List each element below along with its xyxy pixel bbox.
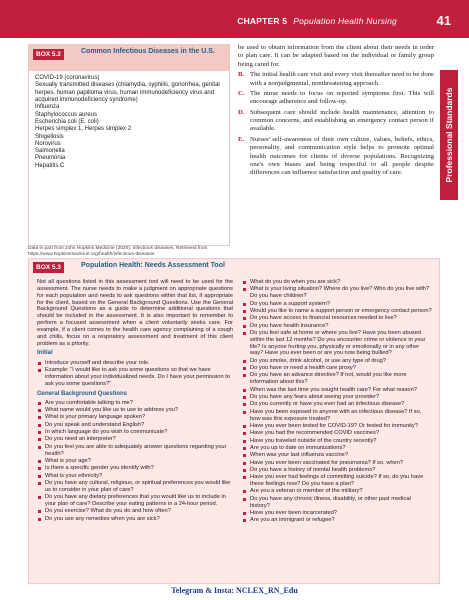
assessment-question: Do you feel safe at home or where you live? Have you been abused within the last 12 months? Do you encounter crime or violence in your life? Is anyone hurting you, physically or emotionally or in any other way? Have you ever been or are you now being bullied? bbox=[242, 330, 432, 357]
assessment-question: Do you have any fears about seeing your provider? bbox=[242, 394, 432, 401]
assessment-question: Do you have access to financial resources needed to live? bbox=[242, 315, 432, 322]
box-5-2-header bbox=[29, 45, 229, 71]
general-question: What is your primary language spoken? bbox=[37, 414, 233, 421]
box-5-3 bbox=[28, 258, 440, 584]
chapter-label bbox=[237, 16, 397, 26]
step-text: Nurses' self-awareness of their own culture, values, beliefs, ethics, personality, and communication style helps to promote optimal health outcomes for clients of diverse populations. Recognizing one's own biases and being respectful to all people despite differences can influence satisfaction and quality of care. bbox=[250, 135, 434, 177]
disease-item: Pneumonia bbox=[35, 155, 66, 162]
assessment-question: Have you ever been tested for COVID-19? Or tested for immunity? bbox=[242, 423, 432, 430]
assessment-question: When was the last time you sought health care? For what reason? bbox=[242, 387, 432, 394]
footer-watermark: Telegram & Insta: NCLEX_RN_Edu bbox=[171, 586, 298, 595]
assessment-question: Do you have any chronic illness, disability, or other past medical history? bbox=[242, 496, 432, 510]
initial-item: Introduce yourself and describe your role. bbox=[37, 360, 233, 367]
general-question: Do you have any cultural, religious, or spiritual preferences you would like us to consider in your plan of care? bbox=[37, 480, 233, 494]
step-text: The nurse needs to focus on reported symptoms first. This will encourage adherence and follow-up. bbox=[250, 89, 434, 106]
initial-list bbox=[37, 360, 233, 388]
assessment-question: Have you been exposed to anyone with an infectious disease? If so, how was this exposure treated? bbox=[242, 409, 432, 423]
assessment-question: Do you have a support system? bbox=[242, 301, 432, 308]
step-text: The initial health care visit and every visit thereafter need to be done with a nonjudgmental, nonthreatening approach. bbox=[250, 71, 434, 87]
box-5-2-badge: BOX 5.2 bbox=[33, 49, 64, 60]
general-question: Do you need an interpreter? bbox=[37, 436, 233, 443]
step-item bbox=[238, 136, 434, 178]
general-question: What name would you like us to use to address you? bbox=[37, 407, 233, 414]
general-question: What is your age? bbox=[37, 458, 233, 465]
page-number: 41 bbox=[436, 13, 451, 28]
assessment-question: Have you had the recommended COVID vaccines? bbox=[242, 430, 432, 437]
side-section-tab bbox=[440, 70, 458, 200]
general-question: Do you exercise? What do you do and how often? bbox=[37, 508, 233, 515]
assessment-question: Do you have an advance directive? If not, would you like more information about this? bbox=[242, 372, 432, 386]
assessment-question: Are you an immigrant or refugee? bbox=[242, 517, 432, 524]
initial-item: Example: “I would like to ask you some questions so that we have information about your individualized needs. Do I have your permission to ask you some questions?” bbox=[37, 367, 233, 388]
disease-item: COVID-19 (coronavirus) bbox=[35, 75, 100, 81]
step-text: Subsequent care should include health maintenance, attention to common concerns, and establishing an emergency contact person if available. bbox=[250, 108, 434, 133]
step-item bbox=[238, 90, 434, 107]
body-text-column bbox=[238, 44, 434, 180]
box-5-3-right-column bbox=[242, 279, 432, 525]
general-question: Do you speak and understand English? bbox=[37, 422, 233, 429]
disease-item: Influenza bbox=[35, 104, 60, 111]
general-question-list bbox=[37, 400, 233, 523]
step-item bbox=[238, 109, 434, 134]
step-letter: D. bbox=[238, 108, 245, 116]
disease-item: Herpes simplex 1, Herpes simplex 2 bbox=[35, 126, 132, 133]
general-question: Do you have any dietary preferences that you would like us to include in your plan of care? Describe your eating patterns in a 24-hour period. bbox=[37, 494, 233, 508]
box-5-2 bbox=[28, 44, 230, 246]
assessment-question: Do you have a history of mental health problems? bbox=[242, 467, 432, 474]
assessment-question: Have you traveled outside of the country recently? bbox=[242, 438, 432, 445]
side-tab-label: Professional Standards bbox=[444, 87, 454, 183]
box-5-2-title: Common Infectious Diseases in the U.S. bbox=[81, 48, 215, 55]
box-5-3-header bbox=[29, 259, 439, 273]
step-list bbox=[238, 71, 434, 178]
disease-item: Salmonella bbox=[35, 148, 65, 155]
assessment-question: Have you ever been incarcerated? bbox=[242, 510, 432, 517]
assessment-question: Have you ever been vaccinated for pneumonia? If so, when? bbox=[242, 460, 432, 467]
general-heading: General Background Questions bbox=[37, 390, 128, 397]
assessment-question: Are you a veteran or member of the military? bbox=[242, 488, 432, 495]
general-question: Is there a specific gender you identify with? bbox=[37, 465, 233, 472]
step-letter: B. bbox=[238, 71, 245, 79]
assessment-question: Have you ever had feelings of committing suicide? If so, do you have these feelings now? Do you have a plan? bbox=[242, 474, 432, 488]
additional-question-list bbox=[242, 279, 432, 524]
disease-item: Staphylococcus aureus bbox=[35, 111, 98, 118]
assessment-question: Are you up to date on immunizations? bbox=[242, 445, 432, 452]
box-5-3-badge: BOX 5.3 bbox=[33, 262, 64, 273]
assessment-question: Would you like to name a support person or emergency contact person? bbox=[242, 308, 432, 315]
assessment-question: Do you have or need a health care proxy? bbox=[242, 365, 432, 372]
box-5-3-left-column bbox=[37, 279, 233, 523]
chapter-number: CHAPTER 5 bbox=[237, 16, 288, 26]
box-5-3-intro: Not all questions listed in this assessment tool will need to be used for the assessment. The nurse needs to make a judgment on appropriate questions for each population and needs to ask questions within that list, if appropriate for the client, based on the General Background Questions. Use the General Background Questions as a guide to determine additional questions that should be included in the assessment. It is also important to remember to perform a focused assessment when a client voluntarily seeks care. For example, if a client comes to the health care agency complaining of a cough and chills, focus on a respiratory assessment and treatment of this client problem as a priority. bbox=[37, 279, 233, 347]
disease-item: Sexually transmitted diseases (chlamydia, syphilis, gonorrhea, genital herpes, human papilloma virus, human immunodeficiency virus and acquired immunodeficiency syndrome) bbox=[35, 82, 220, 103]
initial-heading: Initial bbox=[37, 350, 53, 357]
general-question: Are you comfortable talking to me? bbox=[37, 400, 233, 407]
assessment-question: When was your last influenza vaccine? bbox=[242, 452, 432, 459]
disease-list bbox=[29, 71, 229, 170]
step-item bbox=[238, 71, 434, 88]
chapter-title: Population Health Nursing bbox=[293, 16, 397, 26]
disease-item: Hepatitis C bbox=[35, 162, 65, 169]
box-5-2-footnote: Data in part from John Hopkins Medicine (2020). Infectious diseases. Retrieved from https://www.hopkinsmedicine.org/health/infectious-diseases bbox=[28, 246, 208, 258]
page-header bbox=[0, 0, 469, 38]
general-question: Do you feel you are able to adequately answer questions regarding your health? bbox=[37, 444, 233, 458]
general-question: Do you use any remedies when you are sick? bbox=[37, 516, 233, 523]
assessment-question: What do you do when you are sick? bbox=[242, 279, 432, 286]
assessment-question: Do you currently or have you ever had an infectious disease? bbox=[242, 401, 432, 408]
disease-item: Escherichia coli (E. coli) bbox=[35, 118, 99, 125]
step-letter: C. bbox=[238, 89, 245, 97]
assessment-question: Do you have health insurance? bbox=[242, 323, 432, 330]
general-question: In which language do you wish to communicate? bbox=[37, 429, 233, 436]
assessment-question: What is your living situation? Where do you live? Who do you live with? Do you have children? bbox=[242, 286, 432, 300]
assessment-question: Do you smoke, drink alcohol, or use any type of drug? bbox=[242, 358, 432, 365]
disease-item: Shigellosis bbox=[35, 133, 64, 140]
box-5-3-title: Population Health: Needs Assessment Tool bbox=[81, 262, 225, 269]
continued-paragraph: be used to obtain information from the client about their needs in order to plan care. It can be adapted based on the individual or family group being cared for. bbox=[238, 44, 434, 68]
disease-item: Norovirus bbox=[35, 140, 61, 147]
step-letter: E. bbox=[238, 135, 245, 143]
general-question: What is your ethnicity? bbox=[37, 473, 233, 480]
